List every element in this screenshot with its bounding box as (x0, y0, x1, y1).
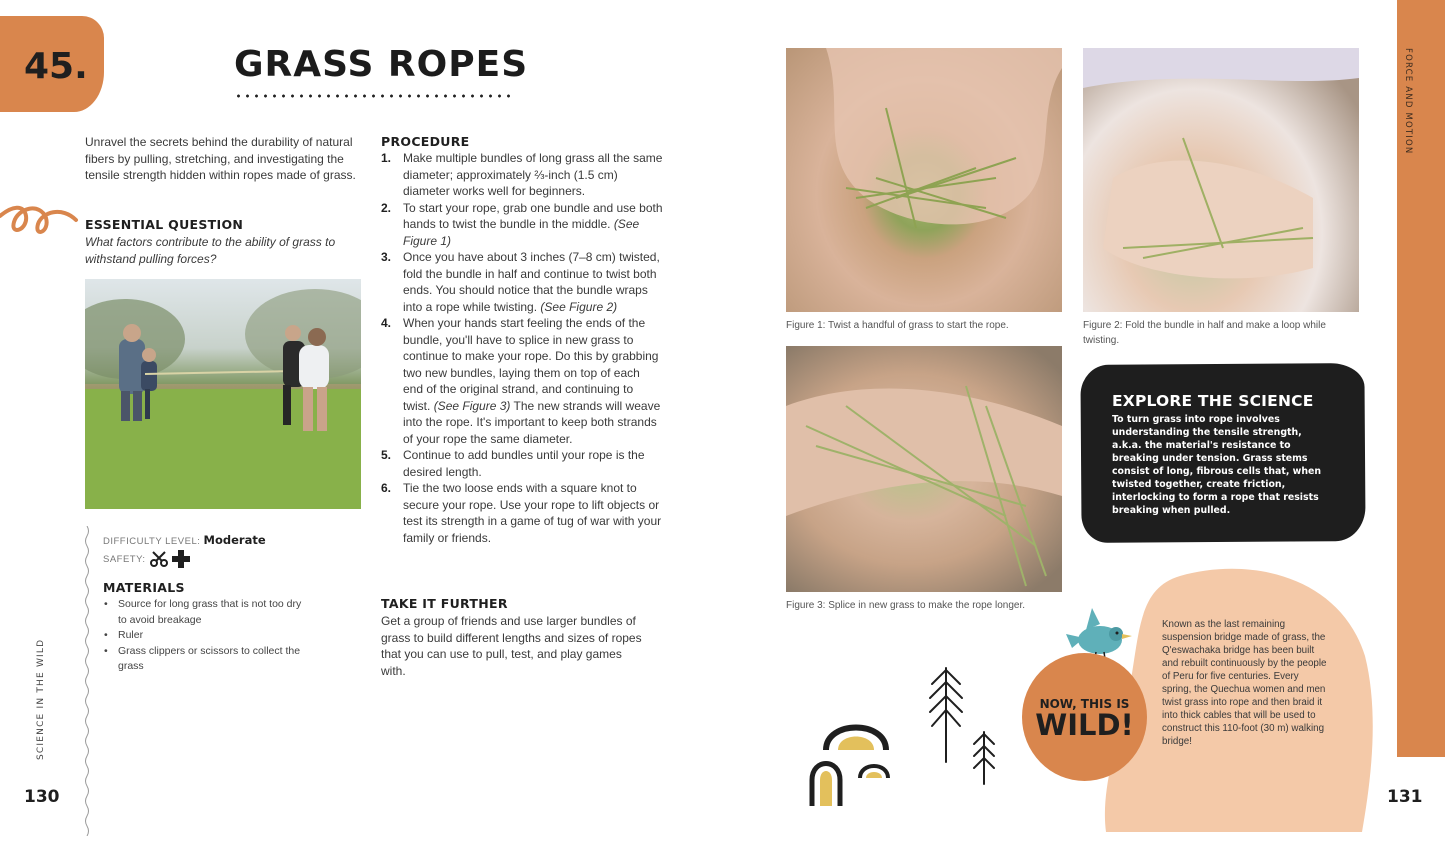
scissors-icon (150, 551, 168, 567)
procedure-heading: PROCEDURE (381, 134, 470, 149)
side-label-left: SCIENCE IN THE WILD (36, 638, 46, 760)
step-number: 2. (381, 200, 392, 215)
doodle-trees-arches-icon (790, 600, 1020, 820)
step-text: When your hands start feeling the ends of the bundle, you'll have to splice in new grass to continue to make your rope. Do this by grabbing two new bundles, laying them on top of each end of the original strand, and continuing to twist. (403, 316, 659, 413)
safety-label: SAFETY: (103, 553, 146, 565)
side-label-right: FORCE AND MOTION (1403, 48, 1413, 155)
procedure-step (381, 315, 663, 447)
step-number: 5. (381, 448, 392, 462)
materials-list (104, 597, 304, 675)
take-it-further-heading: TAKE IT FURTHER (381, 596, 508, 611)
step-number: 6. (381, 481, 392, 495)
procedure-step (381, 447, 663, 480)
list-item: • Ruler (104, 628, 304, 644)
wild-fact-text: Known as the last remaining suspension bridge made of grass, the Q'eswachaka bridge has been built and rebuilt continuously by the people of Peru for five centuries. Every spring, the Quechua women and men twist grass into rope and then braid it into thick cables that will be used to construct this 110-foot (30 m) walking bridge! (1162, 619, 1327, 747)
page-number-left: 130 (24, 787, 60, 807)
wild-badge-big-text: WILD! (1035, 708, 1134, 742)
list-item: • Grass clippers or scissors to collect the grass (104, 644, 304, 675)
figure-3-caption: Figure 3: Splice in new grass to make the rope longer. (786, 600, 1026, 611)
swirl-decoration-icon (0, 196, 80, 246)
explore-title: EXPLORE THE SCIENCE (1112, 392, 1314, 410)
figure-3-photo (786, 346, 1062, 592)
step-text: Once you have about 3 inches (7–8 cm) twisted, fold the bundle in half and continue to twist both ends. You should notice that the bundle wraps into a rope while twisting. (403, 250, 660, 314)
step-text: Make multiple bundles of long grass all the same diameter; approximately ⅔-inch (1.5 cm) diameter works well for beginners. (403, 151, 663, 198)
safety-line (103, 550, 363, 568)
activity-number: 45. (24, 46, 88, 87)
difficulty-label: DIFFICULTY LEVEL: (103, 536, 201, 547)
step-text: Tie the two loose ends with a square knot to secure your rope. Use your rope to lift objects or test its strength in a game of tug of war with your family or friends. (403, 481, 662, 545)
essential-question-heading: ESSENTIAL QUESTION (85, 217, 244, 232)
figure-1-photo (786, 48, 1062, 312)
difficulty-line (103, 532, 363, 550)
step-number: 1. (381, 151, 392, 165)
figure-1-caption: Figure 1: Twist a handful of grass to start the rope. (786, 320, 1009, 331)
figure-reference: (See Figure 2) (540, 299, 618, 314)
figure-2-caption: Figure 2: Fold the bundle in half and make a loop while twisting. (1083, 320, 1326, 346)
procedure-step (381, 480, 663, 546)
step-number: 3. (381, 250, 392, 264)
materials-heading: MATERIALS (103, 580, 185, 595)
page-title: GRASS ROPES (234, 44, 529, 85)
procedure-step (381, 249, 663, 315)
procedure-step (381, 200, 663, 250)
page-number-right: 131 (1387, 787, 1423, 807)
explore-text: To turn grass into rope involves understanding the tensile strength, a.k.a. the material's resistance to breaking under tension. Grass stems consist of long, fibrous cells that, when twisted together, create friction, interlocking to form a rope that resists breaking when pulled. (1112, 414, 1322, 516)
intro-paragraph: Unravel the secrets behind the durability of natural fibers by pulling, stretching, and investigating the tensile strength hidden within ropes made of grass. (85, 135, 356, 183)
wiggle-divider-line (84, 526, 90, 836)
activity-number-badge (0, 16, 104, 112)
step-text-continued: The new strands will weave into the rope. It's important to keep both strands of your rope the same diameter. (403, 398, 661, 446)
take-it-further-text: Get a group of friends and use larger bundles of grass to build different lengths and sizes of ropes that you can use to pull, test, and play games with. (381, 614, 642, 678)
activity-meta (103, 532, 363, 568)
first-aid-cross-icon (172, 550, 190, 568)
procedure-list (381, 150, 663, 546)
wild-badge-small-text: NOW, THIS IS (1039, 697, 1130, 711)
essential-question-text: What factors contribute to the ability of grass to withstand pulling forces? (85, 235, 336, 266)
title-dotted-underline (234, 94, 510, 98)
figure-2-photo (1083, 48, 1359, 312)
step-text: Continue to add bundles until your rope is the desired length. (403, 448, 645, 479)
list-item: • Source for long grass that is not too dry to avoid breakage (104, 597, 304, 628)
step-number: 4. (381, 316, 392, 330)
difficulty-value: Moderate (203, 533, 266, 547)
figure-reference: (See Figure 1) (403, 217, 640, 248)
step-text: To start your rope, grab one bundle and use both hands to twist the bundle in the middle. (403, 200, 663, 231)
tug-of-war-photo (85, 279, 361, 509)
figure-reference: (See Figure 3) (433, 398, 511, 413)
procedure-step (381, 150, 663, 200)
